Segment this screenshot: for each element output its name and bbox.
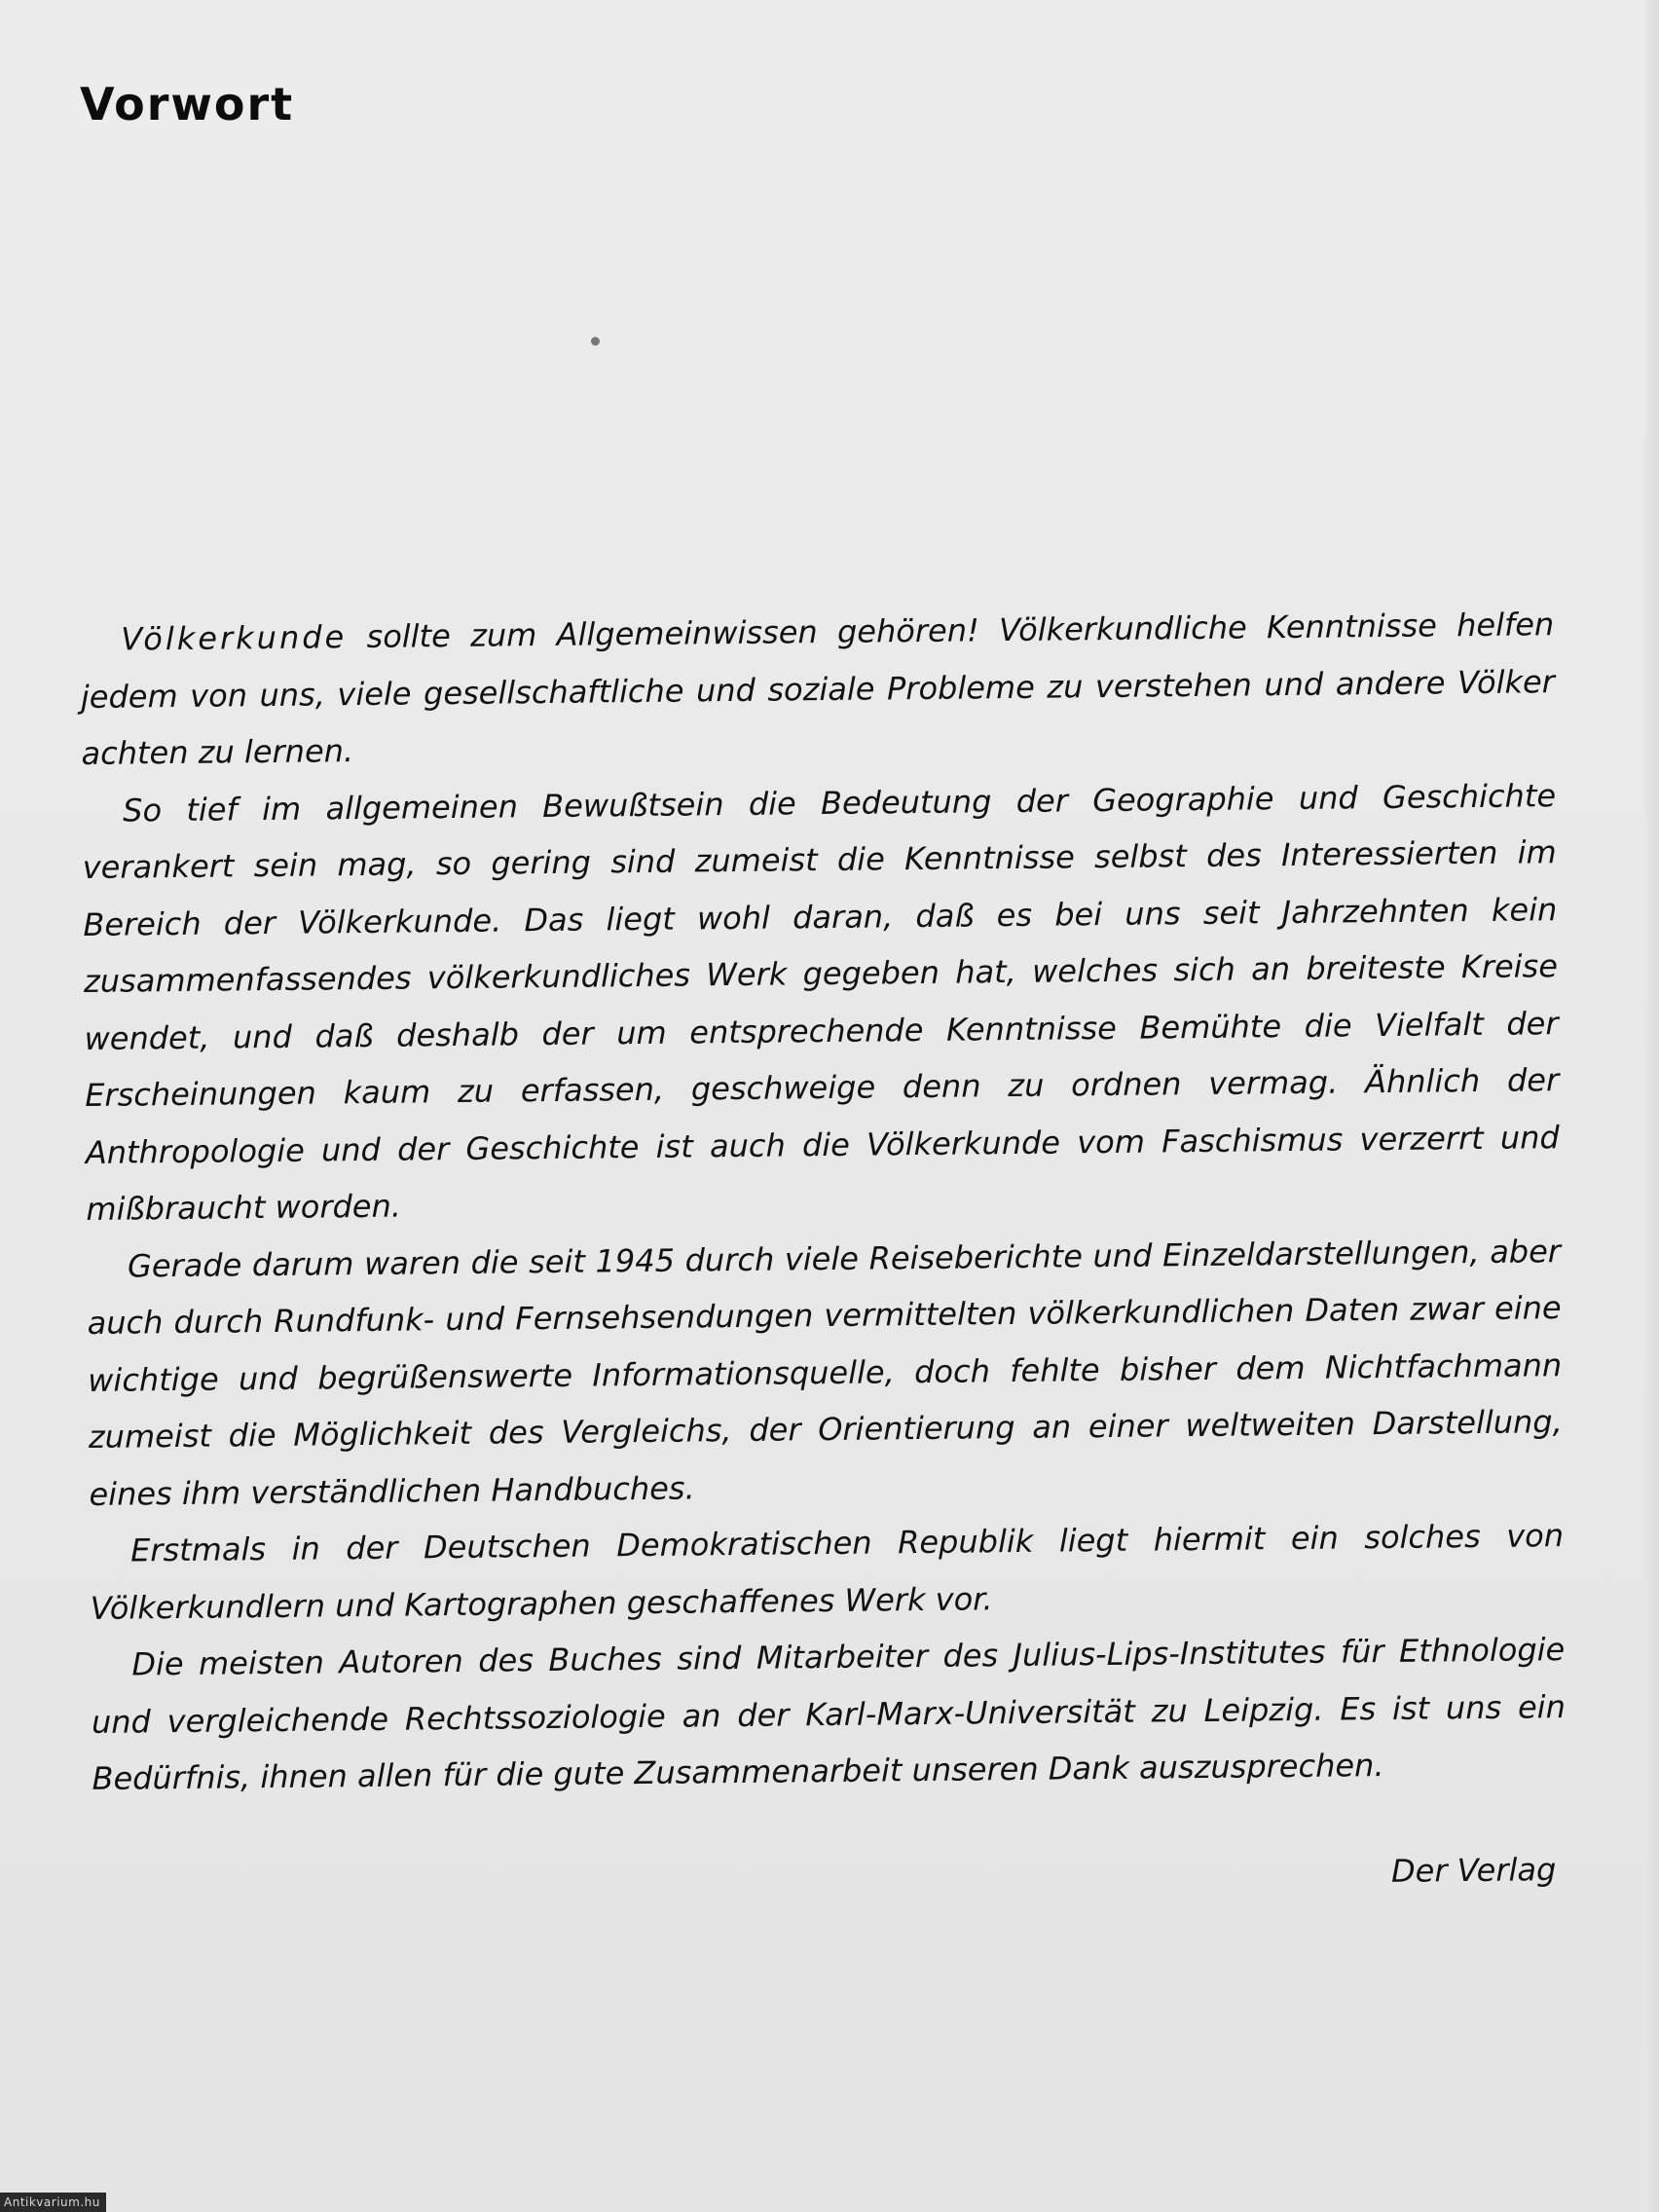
paragraph-intro xyxy=(80,596,1556,782)
intro-spaced-word: Völkerkunde xyxy=(121,618,348,658)
page-edge xyxy=(1645,0,1659,2212)
signature: Der Verlag xyxy=(1390,1851,1557,1890)
print-speck xyxy=(591,337,600,346)
page-heading: Vorwort xyxy=(80,78,295,130)
intro-text: sollte zum Allgemeinwissen gehören! Völkerkundliche Kenntnisse helfen jedem von uns, viele gesellschaftliche und soziale Probleme zu verstehen und andere Völker achten zu lernen. xyxy=(80,606,1556,772)
foreword-body xyxy=(80,596,1567,1807)
paragraph-5: Die meisten Autoren des Buches sind Mitarbeiter des Julius-Lips-Institutes für Ethnologie und vergleichende Rechtssoziologie an der Karl-Marx-Universität zu Leipzig. Es ist uns ein Bedürfnis, ihnen allen für die gute Zusammenarbeit unseren Dank auszusprechen. xyxy=(91,1631,1567,1797)
paragraph-2: So tief im allgemeinen Bewußtsein die Bedeutung der Geographie und Geschichte verankert sein mag, so gering sind zumeist die Kenntnisse selbst des Interessierten im Bereich der Völkerkunde. Das liegt wohl daran, daß es bei uns seit Jahrzehnten kein zusammenfassendes völkerkundliches Werk gegeben hat, welches sich an breiteste Kreise wendet, und daß deshalb der um entsprechende Kenntnisse Bemühte die Vielfalt der Erscheinungen kaum zu erfassen, geschweige denn zu ordnen vermag. Ähnlich der Anthropologie und der Geschichte ist auch die Völkerkunde vom Faschismus verzerrt und mißbraucht worden. xyxy=(82,776,1560,1228)
watermark: Antikvarium.hu xyxy=(0,2193,106,2212)
paragraph-3: Gerade darum waren die seit 1945 durch viele Reiseberichte und Einzeldarstellungen, aber auch durch Rundfunk- und Fernsehsendungen vermittelten völkerkundlichen Daten zwar eine wichtige und begrüßenswerte Informationsquelle, doch fehlte bisher dem Nichtfachmann zumeist die Möglichkeit des Vergleichs, der Orientierung an einer weltweiten Darstellung, eines ihm verständlichen Handbuches. xyxy=(87,1232,1563,1513)
paragraph-4: Erstmals in der Deutschen Demokratischen Republik liegt hiermit ein solches von Völkerkundlern und Kartographen geschaffenes Werk vor. xyxy=(90,1517,1565,1627)
